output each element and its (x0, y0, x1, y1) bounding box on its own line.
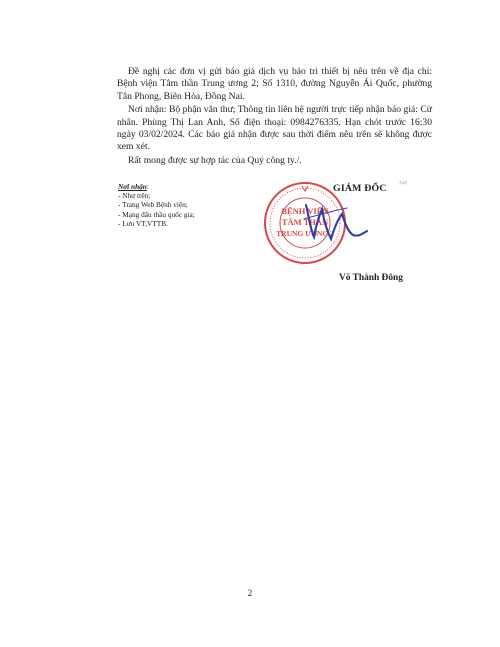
recipient-item: - Như trên; (118, 191, 151, 201)
paragraph-closing: Rất mong được sự hợp tác của Quý công ty./. (128, 154, 302, 166)
recipients-colon: : (146, 182, 149, 191)
signer-name: Võ Thành Đông (339, 273, 403, 283)
recipients-block (118, 182, 195, 228)
letter-body (117, 66, 432, 167)
page-number: 2 (247, 588, 253, 598)
seal-text: BỆNH VIỆN (281, 206, 329, 216)
signer-title: GIÁM ĐỐC (333, 183, 387, 194)
paragraph-address: Đề nghị các đơn vị gửi báo giá dịch vụ bảo trì thiết bị nêu trên về địa chỉ: Bệnh viện Tâm thần Trung ương 2; Số 1310, đường Nguyễn Ái Quốc, phường Tân Phong, Biên Hòa, Đồng Nai. (117, 66, 432, 102)
recipient-item: - Trang Web Bệnh viện; (118, 200, 188, 210)
paragraph-contact: Nơi nhận: Bộ phận văn thư; Thông tin liên hệ người trực tiếp nhận báo giá: Cử nhân. Phùng Thị Lan Anh, Số điện thoại: 0984276335. Hạn chót trước 16:30 ngày 03/02/2024. Các báo giá nhận được sau thời điểm nêu trên sẽ không được xem xét. (117, 104, 432, 153)
recipient-item: - Mạng đấu thầu quốc gia; (118, 209, 195, 219)
initials-mark: 7uvj (398, 180, 408, 187)
recipients-title: Nơi nhận (118, 182, 147, 191)
recipient-item: - Lưu VT,VTTB. (118, 218, 168, 228)
handwritten-signature (300, 197, 370, 247)
seal-text: TRUNG ƯƠNG 2 (276, 229, 334, 238)
seal-text: TÂM THẦN (281, 217, 329, 227)
